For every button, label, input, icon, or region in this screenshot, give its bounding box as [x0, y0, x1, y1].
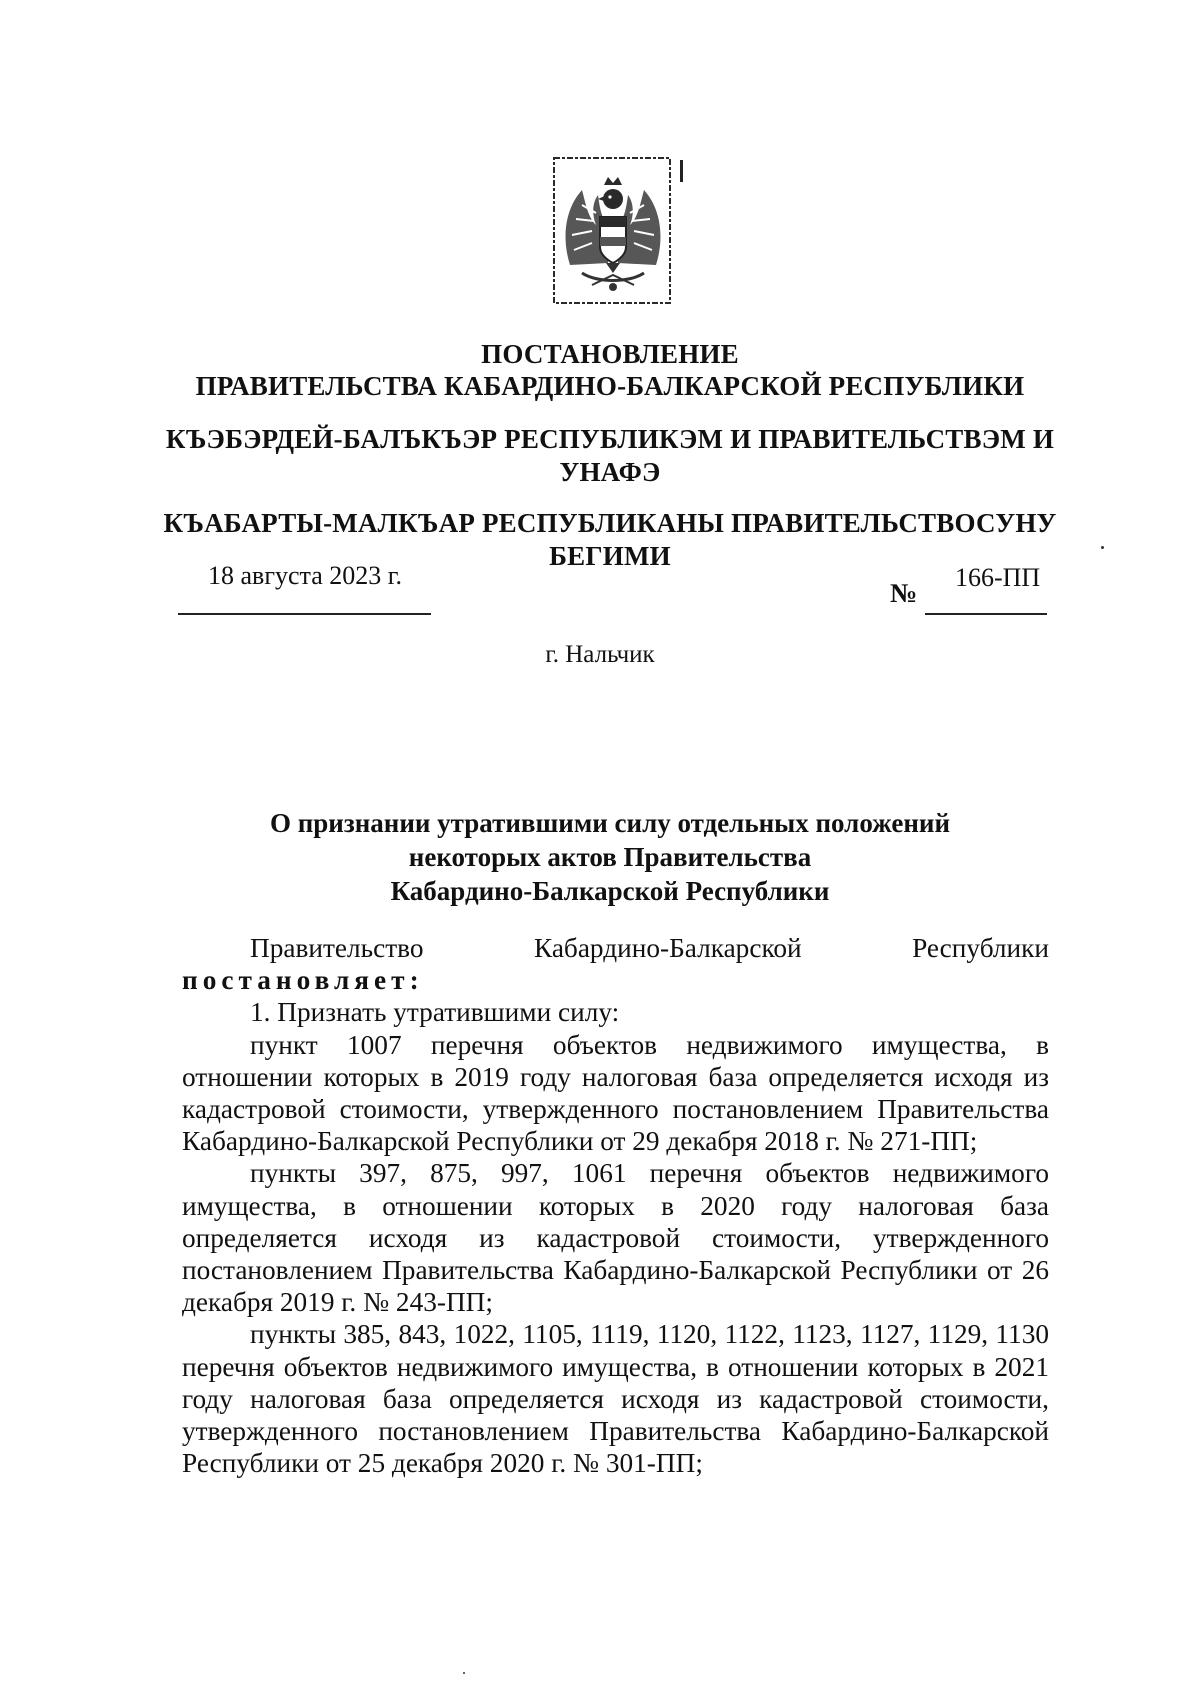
lead-word: Правительство: [250, 933, 424, 963]
lead-word: Республики: [912, 933, 1049, 963]
act-title-line: О признании утратившими силу отдельных положений: [269, 808, 951, 838]
issuing-authority: ПРАВИТЕЛЬСТВА КАБАРДИНО-БАЛКАРСКОЙ РЕСПУБЛИКИ: [195, 371, 1025, 401]
act-title-line: некоторых актов Правительства: [408, 842, 812, 872]
act-title: [150, 806, 1070, 908]
document-body: [182, 932, 1049, 1479]
city: г. Нальчик: [545, 641, 655, 668]
number-sign: №: [890, 578, 918, 608]
item-heading: 1. Признать утратившими силу:: [250, 997, 620, 1028]
issuing-authority-kabardian: КЪЭБЭРДЕЙ-БАЛЪКЪЭР РЕСПУБЛИКЭМ И ПРАВИТЕЛЬСТВЭМ И УНАФЭ: [165, 424, 1055, 487]
scan-speck: [463, 1672, 465, 1674]
date-underline: [178, 613, 431, 615]
body-paragraph: пункт 1007 перечня объектов недвижимого имущества, в отношении которых в 2019 году налоговая база определяется исходя из кадастровой стоимости, утвержденного постановлением Правительства Кабардино-Балкарской Республики от 29 декабря 2018 г. № 271-ПП;: [182, 1029, 1049, 1157]
lead-word: Кабардино-Балкарской: [533, 933, 802, 963]
number-underline: [925, 613, 1047, 615]
document-number: 166-ПП: [955, 563, 1041, 592]
decrees-word: постановляет:: [182, 965, 424, 996]
scan-speck: [1101, 546, 1104, 549]
decorative-mark: [680, 160, 683, 182]
document-type: ПОСТАНОВЛЕНИЕ: [481, 339, 739, 369]
body-paragraph: пункты 385, 843, 1022, 1105, 1119, 1120, 1122, 1123, 1127, 1129, 1130 перечня объектов недвижимого имущества, в отношении которых в 2021 году налоговая база определяется исходя из кадастровой стоимости, утвержденного постановлением Правительства Кабардино-Балкарской Республики от 25 декабря 2020 г. № 301-ПП;: [182, 1319, 1049, 1479]
lead-line: [182, 932, 1049, 964]
act-title-line: Кабардино-Балкарской Республики: [390, 876, 830, 906]
document-date: 18 августа 2023 г.: [208, 561, 402, 590]
coat-of-arms-icon: [552, 155, 674, 307]
issuing-authority-balkar: КЪАБАРТЫ-МАЛКЪАР РЕСПУБЛИКАНЫ ПРАВИТЕЛЬСТВОСУНУ БЕГИМИ: [163, 508, 1057, 571]
body-paragraph: пункты 397, 875, 997, 1061 перечня объектов недвижимого имущества, в отношении которых в 2020 году налоговая база определяется исходя из кадастровой стоимости, утвержденного постановлением Правительства Кабардино-Балкарской Республики от 26 декабря 2019 г. № 243-ПП;: [182, 1158, 1049, 1318]
